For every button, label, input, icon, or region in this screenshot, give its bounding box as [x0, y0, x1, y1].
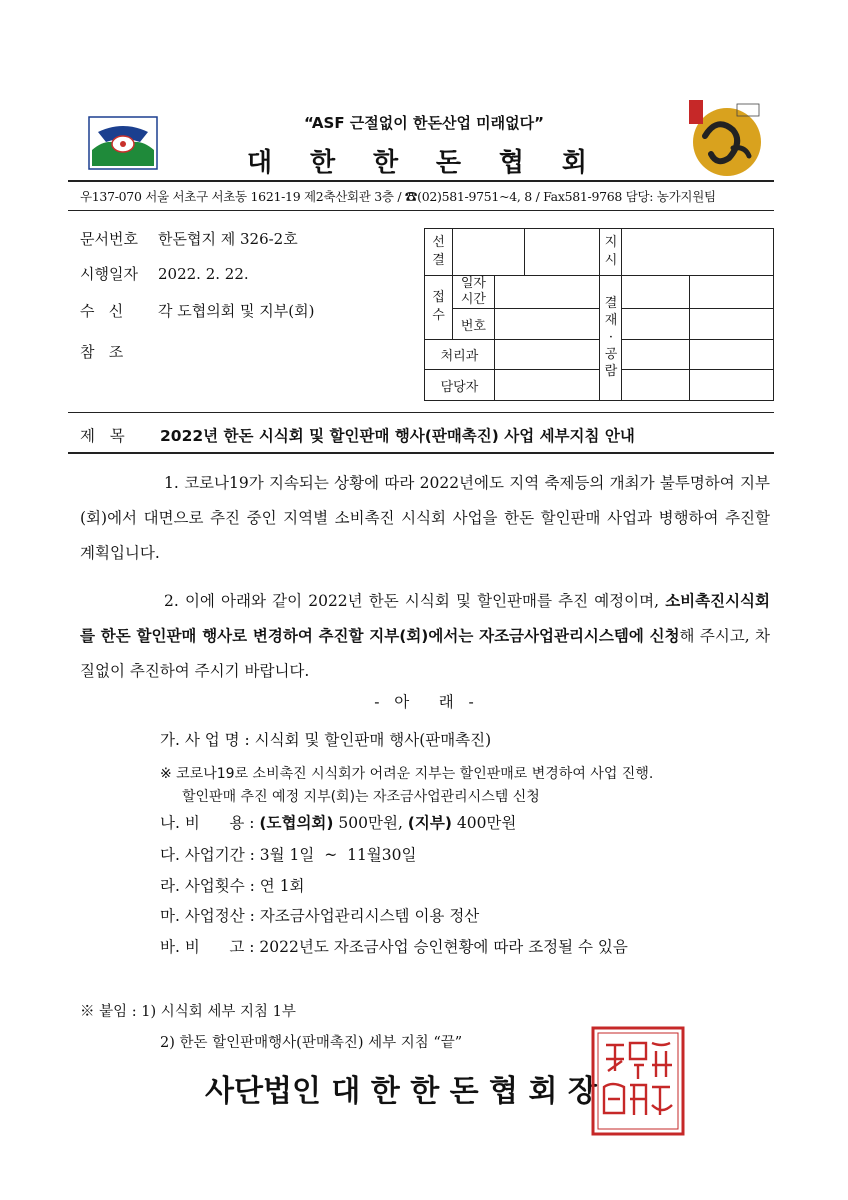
item-ra: 라. 사업횟수 : 연 1회: [160, 877, 305, 895]
approval-box: [424, 228, 774, 401]
gyeoljae-blank: [622, 370, 690, 401]
item-na-value-2: 400만원: [451, 814, 517, 832]
gyeoljae-cell: 결 재 · 공 람: [600, 275, 622, 400]
cheorigwa-cell: 처리과: [425, 339, 495, 370]
date-label: 시행일자: [80, 265, 138, 283]
org-title-char: 회: [561, 148, 587, 178]
doc-number: 한돈협지 제 326-2호: [158, 230, 298, 248]
beonho-cell: 번호: [452, 309, 494, 340]
recipient-label: 수 신: [80, 302, 124, 320]
item-ga: 가. 사 업 명 : 시식회 및 할인판매 행사(판매촉진): [160, 731, 492, 749]
attachment-label: ※ 붙임 :: [80, 1004, 142, 1020]
org-title-char: 한: [372, 148, 399, 178]
subject-top-divider: [68, 412, 774, 413]
item-note-2: 할인판매 추진 예정 지부(회)는 자조금사업관리시스템 신청: [182, 789, 540, 805]
attachment-2: 2) 한돈 할인판매행사(판매촉진) 세부 지침 “끝”: [160, 1035, 463, 1051]
handon-brand-logo: [687, 96, 765, 180]
item-na-bold-2: (지부): [407, 814, 452, 832]
paragraph-2-bold: 소비촉진시식회를 한돈 할인판매 행사로 변경하여 추진할 지부(회)에서는 자조금사업관리시스템에 신청: [80, 592, 770, 645]
seongyeol-cell: 선 결: [425, 229, 453, 276]
gyeoljae-blank: [622, 309, 690, 340]
paragraph-2: [80, 584, 770, 689]
gyeoljae-blank: [690, 339, 774, 370]
attachment-1: 1) 시식회 세부 지침 1부: [141, 1004, 296, 1020]
cheorigwa-blank: [494, 339, 600, 370]
org-title-char: 돈: [435, 148, 462, 178]
org-title-char: 협: [498, 148, 524, 178]
org-title-char: 대: [247, 148, 273, 178]
item-note-1: ※ 코로나19로 소비촉진 시식회가 어려운 지부는 할인판매로 변경하여 사업 진행.: [160, 766, 654, 782]
recipient: 각 도협의회 및 지부(회): [158, 302, 315, 320]
paragraph-1: 1. 코로나19가 지속되는 상황에 따라 2022년에도 지역 축제등의 개최가 불투명하여 지부(회)에서 대면으로 추진 중인 지역별 소비촉진 시식회 사업을 한돈 할인판매 사업과 병행하여 추진할 계획입니다.: [80, 474, 770, 562]
gyeoljae-blank: [622, 339, 690, 370]
jisi-cell: 지 시: [600, 229, 622, 276]
date-row: [80, 263, 249, 284]
doc-number-label: 문서번호: [80, 230, 138, 248]
subject-text: 2022년 한돈 시식회 및 할인판매 행사(판매촉진) 사업 세부지침 안내: [160, 427, 635, 445]
header-divider: [68, 180, 774, 182]
subject-label: 제 목: [80, 427, 125, 445]
item-na-label: 나. 비 용 :: [160, 814, 260, 832]
paragraph-2-end: 해 주시고, 차질없이 추진하여 주시기 바랍니다.: [80, 627, 770, 680]
paragraph-2-start: 2. 이에 아래와 같이 2022년 한돈 시식회 및 할인판매를 추진 예정이며,: [164, 592, 666, 610]
jisi-blank: [622, 229, 774, 276]
gyeoljae-blank: [622, 275, 690, 309]
item-na-bold-1: (도협의회): [259, 814, 334, 832]
seongyeol-blank-2: [524, 229, 600, 276]
item-ba: 바. 비 고 : 2022년도 자조금사업 승인현황에 따라 조정될 수 있음: [160, 938, 628, 956]
ilja-sigan-cell: 일자 시간: [452, 275, 494, 309]
recipient-row: [80, 300, 314, 321]
slogan: “ASF 근절없이 한돈산업 미래없다”: [304, 114, 544, 132]
item-na-value-1: 500만원,: [333, 814, 408, 832]
item-ma: 마. 사업정산 : 자조금사업관리시스템 이용 정산: [160, 907, 480, 925]
doc-number-row: [80, 228, 298, 249]
reference-label: 참 조: [80, 343, 124, 361]
subject-bottom-divider: [68, 452, 774, 454]
issue-date: 2022. 2. 22.: [158, 265, 249, 283]
signature: 사단법인 대 한 한 돈 협 회 장: [205, 1074, 597, 1109]
gyeoljae-blank: [690, 309, 774, 340]
item-na: [160, 811, 516, 833]
damdangja-blank: [494, 370, 600, 401]
gyeoljae-blank: [690, 275, 774, 309]
official-seal: [590, 1025, 686, 1137]
reference-row: [80, 341, 158, 362]
attachment-row-1: [80, 1000, 296, 1021]
subject-row: [80, 424, 780, 446]
organization-title: [247, 142, 587, 179]
org-title-char: 한: [309, 148, 336, 178]
damdangja-cell: 담당자: [425, 370, 495, 401]
below-heading: - 아 래 -: [374, 693, 474, 711]
gyeoljae-blank: [690, 370, 774, 401]
jeopsu-cell: 접 수: [425, 275, 453, 339]
address-divider: [68, 210, 774, 211]
ilja-blank: [494, 275, 600, 309]
address-line: 우137-070 서울 서초구 서초동 1621-19 제2축산회관 3층 / ☎(02)581-9751~4, 8 / Fax581-9768 담당: 농가지원팀: [80, 189, 716, 204]
item-da: 다. 사업기간 : 3월 1일 ~ 11월30일: [160, 846, 417, 864]
beonho-blank: [494, 309, 600, 340]
seongyeol-blank: [452, 229, 524, 276]
